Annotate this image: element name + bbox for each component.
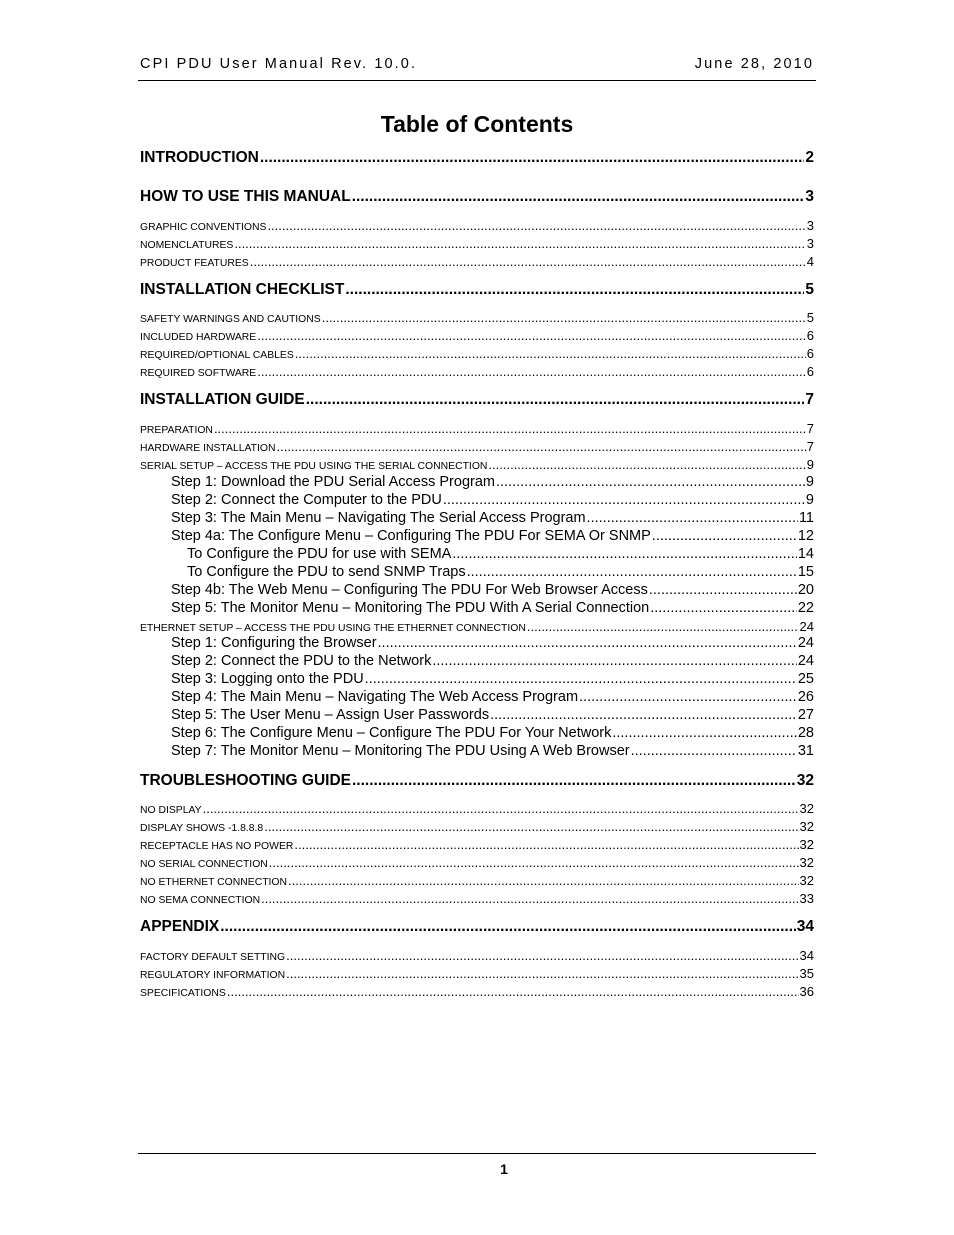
toc-title: Table of Contents	[380, 111, 574, 137]
toc-entry-required-software[interactable]: REQUIRED SOFTWARE ..... 6	[140, 364, 814, 379]
toc-entry-required-cables[interactable]: REQUIRED/OPTIONAL CABLES ..... 6	[140, 346, 814, 361]
toc-entry-display-shows[interactable]: DISPLAY SHOWS -1.8.8.8 ..... 32	[140, 819, 814, 834]
toc-entry-ethernet-step-7[interactable]: Step 7: The Monitor Menu – Monitoring The PDU Using A Web Browser ..... 31	[140, 743, 814, 759]
header-manual-title: CPI PDU User Manual Rev. 10.0.	[140, 56, 418, 72]
toc-entry-no-serial[interactable]: NO SERIAL CONNECTION ..... 32	[140, 855, 814, 870]
toc-entry-troubleshooting[interactable]: TROUBLESHOOTING GUIDE ..... 32	[140, 772, 814, 790]
page-number: 1	[500, 1161, 508, 1177]
toc-entry-safety-warnings[interactable]: SAFETY WARNINGS AND CAUTIONS ..... 5	[140, 310, 814, 325]
toc-entry-ethernet-step-3[interactable]: Step 3: Logging onto the PDU ..... 25	[140, 671, 814, 687]
toc-entry-no-display[interactable]: NO DISPLAY ..... 32	[140, 801, 814, 816]
toc-entry-serial-step-5[interactable]: Step 5: The Monitor Menu – Monitoring The PDU With A Serial Connection ..... 22	[140, 600, 814, 616]
toc-entry-factory-default[interactable]: FACTORY DEFAULT SETTING ..... 34	[140, 948, 814, 963]
toc-entry-serial-step-2[interactable]: Step 2: Connect the Computer to the PDU ..... 9	[140, 492, 814, 508]
toc-entry-how-to-use[interactable]: HOW TO USE THIS MANUAL ..... 3	[140, 188, 814, 206]
toc-entry-product-features[interactable]: PRODUCT FEATURES ..... 4	[140, 254, 814, 269]
toc-entry-ethernet-step-4[interactable]: Step 4: The Main Menu – Navigating The Web Access Program ..... 26	[140, 689, 814, 705]
toc-entry-configure-sema[interactable]: To Configure the PDU for use with SEMA ..... 14	[140, 546, 814, 562]
toc-entry-graphic-conventions[interactable]: GRAPHIC CONVENTIONS ..... 3	[140, 218, 814, 233]
toc-entry-installation-checklist[interactable]: INSTALLATION CHECKLIST ..... 5	[140, 281, 814, 299]
toc-entry-ethernet-step-2[interactable]: Step 2: Connect the PDU to the Network ..... 24	[140, 653, 814, 669]
toc-entry-preparation[interactable]: PREPARATION ..... 7	[140, 421, 814, 436]
header-date: June 28, 2010	[694, 56, 814, 72]
header-rule	[138, 80, 816, 81]
toc-entry-serial-step-4a[interactable]: Step 4a: The Configure Menu – Configuring The PDU For SEMA Or SNMP ..... 12	[140, 528, 814, 544]
toc-entry-receptacle-no-power[interactable]: RECEPTACLE HAS NO POWER ..... 32	[140, 837, 814, 852]
toc-entry-specifications[interactable]: SPECIFICATIONS ..... 36	[140, 984, 814, 999]
toc-entry-hardware-installation[interactable]: HARDWARE INSTALLATION ..... 7	[140, 439, 814, 454]
toc-entry-ethernet-step-1[interactable]: Step 1: Configuring the Browser ..... 24	[140, 635, 814, 651]
toc-entry-serial-step-4b[interactable]: Step 4b: The Web Menu – Configuring The PDU For Web Browser Access ..... 20	[140, 582, 814, 598]
toc-entry-nomenclatures[interactable]: NOMENCLATURES ..... 3	[140, 236, 814, 251]
toc-entry-appendix[interactable]: APPENDIX ..... 34	[140, 918, 814, 936]
toc-entry-ethernet-step-5[interactable]: Step 5: The User Menu – Assign User Passwords ..... 27	[140, 707, 814, 723]
toc-entry-installation-guide[interactable]: INSTALLATION GUIDE ..... 7	[140, 391, 814, 409]
toc-entry-included-hardware[interactable]: INCLUDED HARDWARE ..... 6	[140, 328, 814, 343]
toc-entry-ethernet-step-6[interactable]: Step 6: The Configure Menu – Configure The PDU For Your Network ..... 28	[140, 725, 814, 741]
toc-entry-serial-step-1[interactable]: Step 1: Download the PDU Serial Access Program ..... 9	[140, 474, 814, 490]
toc-entry-serial-step-3[interactable]: Step 3: The Main Menu – Navigating The Serial Access Program ..... 11	[140, 510, 814, 526]
toc-entry-introduction[interactable]: INTRODUCTION ..... 2	[140, 149, 814, 167]
footer-rule	[138, 1153, 816, 1154]
toc-entry-serial-setup[interactable]: SERIAL SETUP – ACCESS THE PDU USING THE SERIAL CONNECTION ..... 9	[140, 457, 814, 472]
toc-entry-no-sema[interactable]: NO SEMA CONNECTION ..... 33	[140, 891, 814, 906]
toc-entry-ethernet-setup[interactable]: ETHERNET SETUP – ACCESS THE PDU USING THE ETHERNET CONNECTION ..... 24	[140, 619, 814, 634]
toc-entry-regulatory[interactable]: REGULATORY INFORMATION ..... 35	[140, 966, 814, 981]
running-header	[140, 56, 814, 72]
toc-entry-configure-snmp[interactable]: To Configure the PDU to send SNMP Traps ..... 15	[140, 564, 814, 580]
toc-entry-no-ethernet[interactable]: NO ETHERNET CONNECTION ..... 32	[140, 873, 814, 888]
